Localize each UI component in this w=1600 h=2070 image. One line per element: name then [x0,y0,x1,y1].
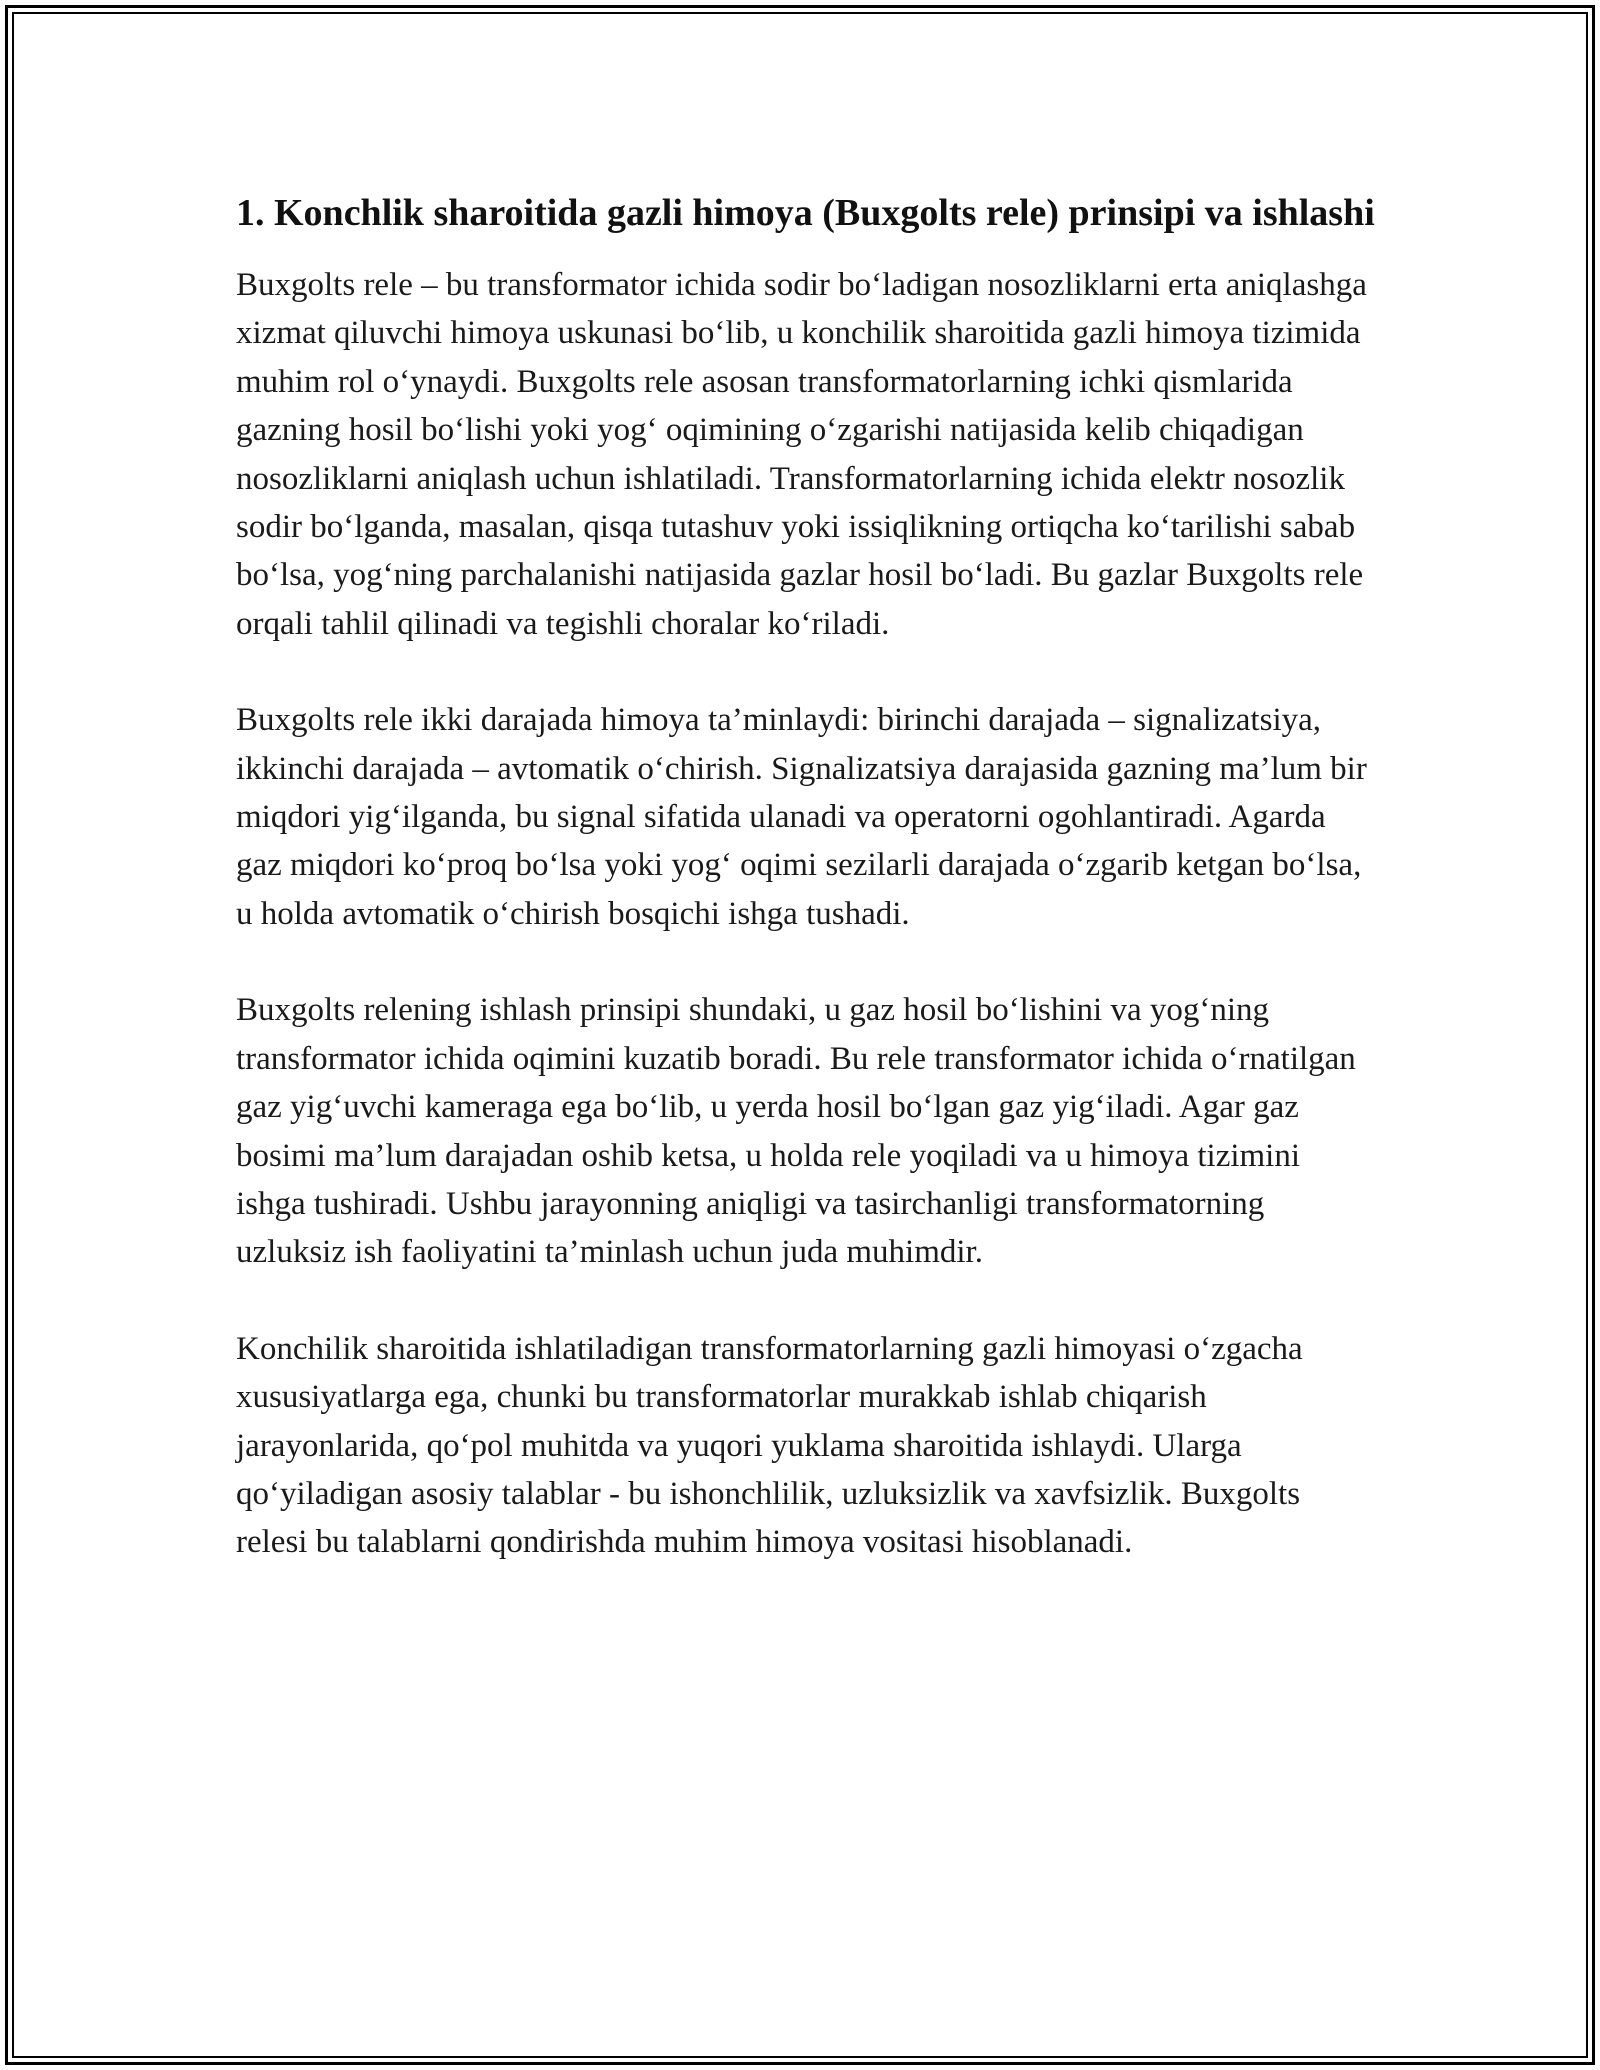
paragraph-2: Buxgolts rele ikki darajada himoya ta’minlaydi: birinchi darajada – signalizatsiya, ikkinchi darajada – avtomatik o‘chirish. Signalizatsiya darajasida gazning ma’lum bir miqdori yig‘ilganda, bu signal sifatida ulanadi va operatorni ogohlantiradi. Agarda gaz miqdori ko‘proq bo‘lsa yoki yog‘ oqimi sezilarli darajada o‘zgarib ketgan bo‘lsa, u holda avtomatik o‘chirish bosqichi ishga tushadi. [236,702,1367,932]
paragraph-1: Buxgolts rele – bu transformator ichida sodir bo‘ladigan nosozliklarni erta aniqlashga xizmat qiluvchi himoya uskunasi bo‘lib, u konchilik sharoitida gazli himoya tizimida muhim rol o‘ynaydi. Buxgolts rele asosan transformatorlarning ichki qismlarida gazning hosil bo‘lishi yoki yog‘ oqimining o‘zgarishi natijasida kelib chiqadigan nosozliklarni aniqlash uchun ishlatiladi. Transformatorlarning ichida elektr nosozlik sodir bo‘lganda, masalan, qisqa tutashuv yoki issiqlikning ortiqcha ko‘tarilishi sabab bo‘lsa, yog‘ning parchalanishi natijasida gazlar hosil bo‘ladi. Bu gazlar Buxgolts rele orqali tahlil qilinadi va tegishli choralar ko‘riladi. [236,267,1367,642]
paragraph-3: Buxgolts relening ishlash prinsipi shundaki, u gaz hosil bo‘lishini va yog‘ning transformator ichida oqimini kuzatib boradi. Bu rele transformator ichida o‘rnatilgan gaz yig‘uvchi kameraga ega bo‘lib, u yerda hosil bo‘lgan gaz yig‘iladi. Agar gaz bosimi ma’lum darajadan oshib ketsa, u holda rele yoqiladi va u himoya tizimini ishga tushiradi. Ushbu jarayonning aniqligi va tasirchanligi transformatorning uzluksiz ish faoliyatini ta’minlash uchun juda muhimdir. [236,992,1356,1271]
paragraph-4: Konchilik sharoitida ishlatiladigan transformatorlarning gazli himoyasi o‘zgacha xususiyatlarga ega, chunki bu transformatorlar murakkab ishlab chiqarish jarayonlarida, qo‘pol muhitda va yuqori yuklama sharoitida ishlaydi. Ularga qo‘yiladigan asosiy talablar - bu ishonchlilik, uzluksizlik va xavfsizlik. Buxgolts relesi bu talablarni qondirishda muhim himoya vositasi hisoblanadi. [236,1330,1303,1561]
section-heading: 1. Konchlik sharoitida gazli himoya (Buxgolts rele) prinsipi va ishlashi [236,192,1375,234]
document-body [236,186,1376,1615]
